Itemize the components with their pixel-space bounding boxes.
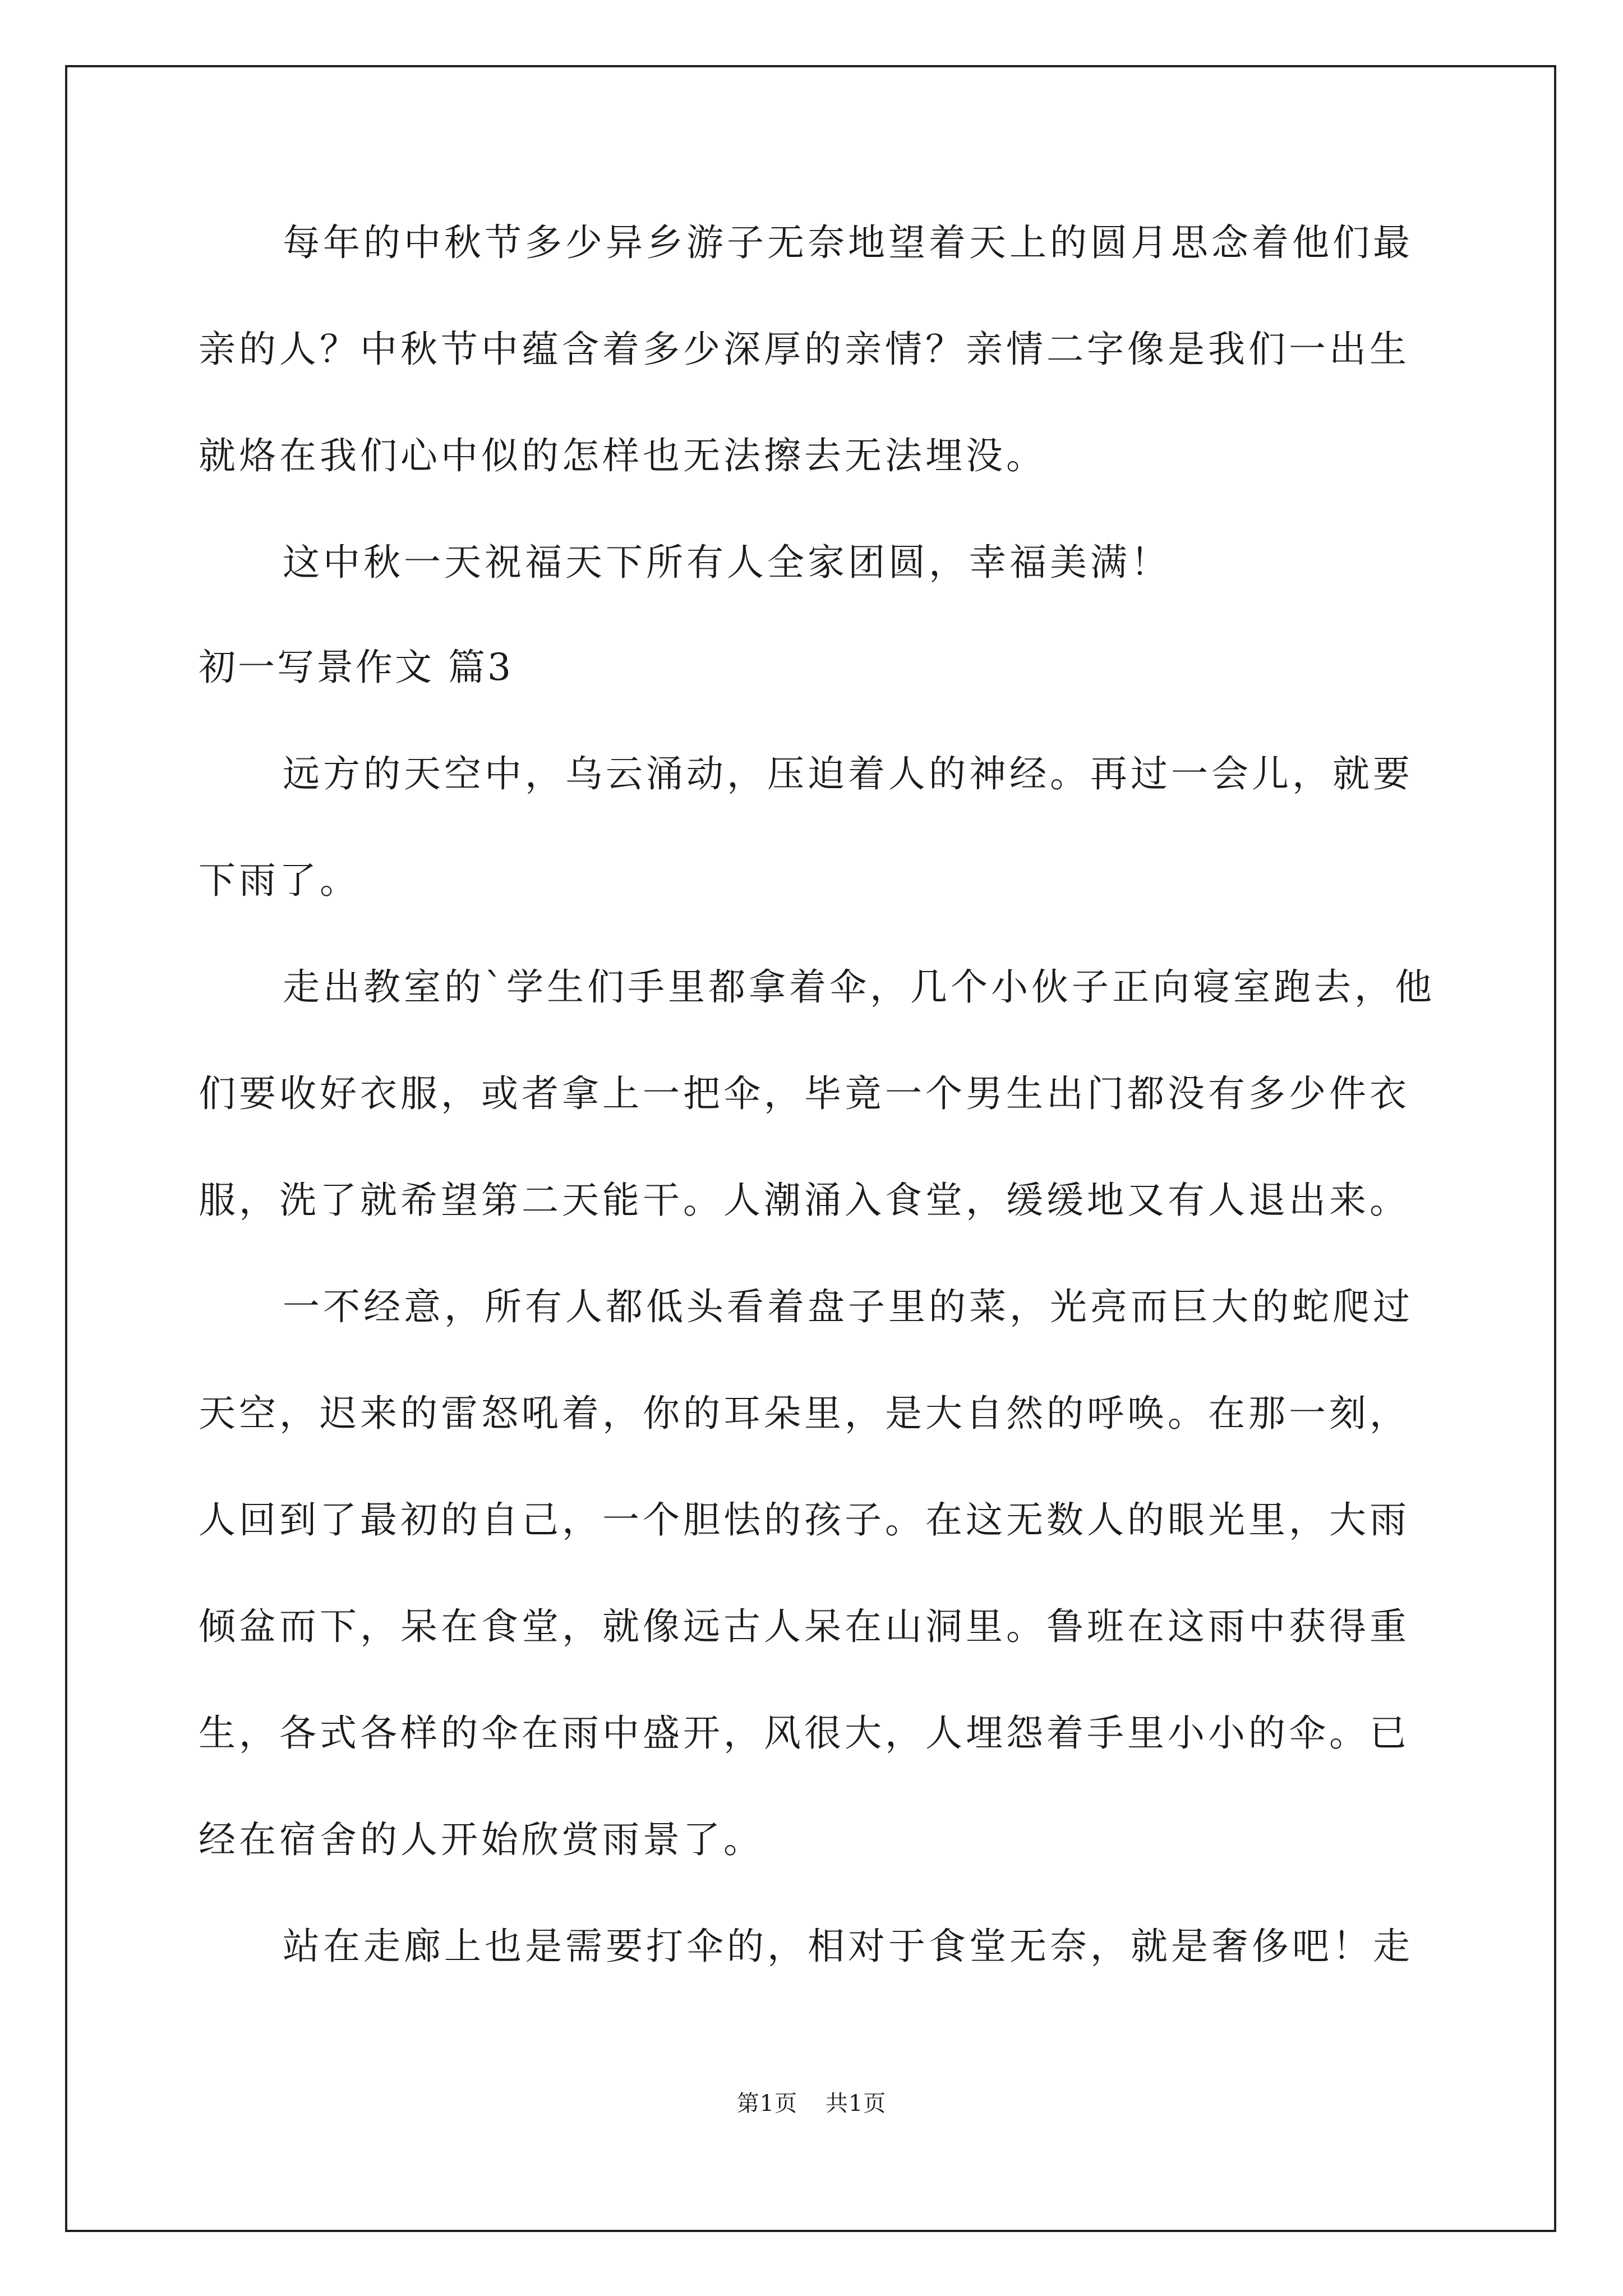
- section-heading: 初一写景作文 篇3: [199, 646, 513, 689]
- paragraph-3-line-1: 远方的天空中，乌云涌动，压迫着人的神经。再过一会儿，就要: [283, 752, 1413, 795]
- paragraph-5-line-3: 人回到了最初的自己，一个胆怯的孩子。在这无数人的眼光里，大雨: [199, 1498, 1410, 1542]
- page-footer: [0, 2088, 1623, 2119]
- paragraph-5-line-6: 经在宿舍的人开始欣赏雨景了。: [199, 1818, 764, 1861]
- paragraph-3-line-2: 下雨了。: [199, 859, 360, 902]
- page-number: 第1页: [736, 2091, 798, 2116]
- paragraph-5-line-4: 倾盆而下，呆在食堂，就像远古人呆在山洞里。鲁班在这雨中获得重: [199, 1605, 1410, 1648]
- paragraph-1-line-1: 每年的中秋节多少异乡游子无奈地望着天上的圆月思念着他们最: [283, 221, 1413, 264]
- paragraph-1-line-2: 亲的人？中秋节中蕴含着多少深厚的亲情？亲情二字像是我们一出生: [199, 328, 1410, 371]
- paragraph-4-line-2: 们要收好衣服，或者拿上一把伞，毕竟一个男生出门都没有多少件衣: [199, 1072, 1410, 1115]
- paragraph-5-line-1: 一不经意，所有人都低头看着盘子里的菜，光亮而巨大的蛇爬过: [283, 1285, 1413, 1328]
- paragraph-6-line-1: 站在走廊上也是需要打伞的，相对于食堂无奈，就是奢侈吧！走: [283, 1925, 1413, 1968]
- paragraph-5-line-5: 生，各式各样的伞在雨中盛开，风很大，人埋怨着手里小小的伞。已: [199, 1711, 1410, 1755]
- paragraph-1-line-3: 就烙在我们心中似的怎样也无法擦去无法埋没。: [199, 434, 1046, 477]
- paragraph-2-line-1: 这中秋一天祝福天下所有人全家团圆，幸福美满！: [283, 541, 1171, 584]
- page-total: 共1页: [825, 2091, 887, 2116]
- paragraph-4-line-3: 服，洗了就希望第二天能干。人潮涌入食堂，缓缓地又有人退出来。: [199, 1179, 1410, 1222]
- page-border: [65, 65, 1556, 2232]
- paragraph-5-line-2: 天空，迟来的雷怒吼着，你的耳朵里，是大自然的呼唤。在那一刻，: [199, 1392, 1410, 1435]
- paragraph-4-line-1: 走出教室的`学生们手里都拿着伞，几个小伙子正向寝室跑去，他: [283, 965, 1435, 1009]
